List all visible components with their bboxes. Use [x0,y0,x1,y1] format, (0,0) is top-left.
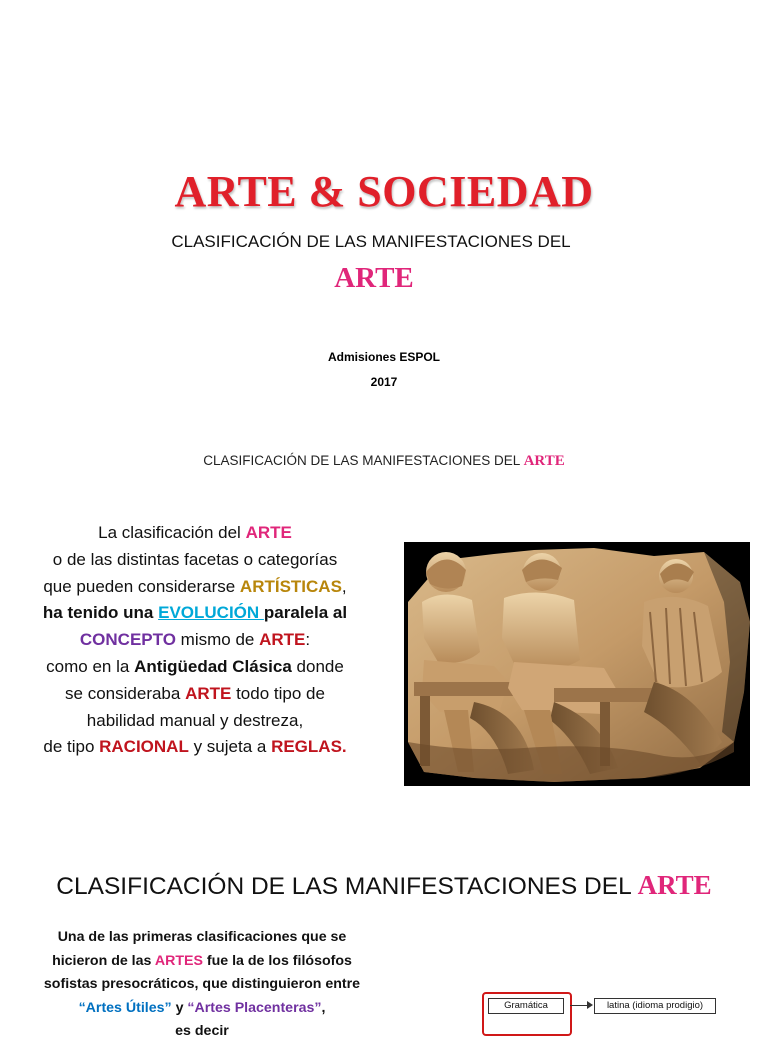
slide2-heading [0,453,768,470]
para-arte: ARTE [185,683,232,703]
diagram-box-latina: latina (idioma prodigio) [594,998,716,1014]
para2-artes-placenteras: “Artes Placenteras” [187,999,322,1016]
para-text: paralela al [263,603,348,623]
main-title: ARTE & SOCIEDAD [174,167,594,216]
classification-paragraph [14,520,376,761]
para-text: , [341,576,347,596]
para-text: donde [291,656,344,676]
sophists-paragraph [6,926,398,1044]
diagram-box-gramatica: Gramática [488,998,564,1014]
para-text: como en la [46,656,135,676]
para-arte: ARTE [245,523,292,542]
para-text: de tipo [43,737,100,757]
para2-text: hicieron de las [52,952,155,969]
slide2-heading-text: CLASIFICACIÓN DE LAS MANIFESTACIONES DEL [203,453,524,468]
para-text: La clasificación del [98,523,246,542]
diagram-arrow-head [587,1001,593,1009]
year: 2017 [370,375,398,389]
organization: Admisiones ESPOL [327,350,441,364]
para2-text: sofistas presocráticos, que distinguieron entre [43,976,361,992]
parthenon-relief-image [404,542,750,786]
para2-artes: ARTES [154,952,203,969]
para-text: se consideraba [65,683,186,703]
slide3-heading [0,870,768,901]
para2-text: es decir [175,1023,229,1039]
para-arte: ARTE [259,630,306,650]
para2-artes-utiles: “Artes Útiles” [78,999,172,1016]
slide2-heading-arte: ARTE [523,453,565,469]
para-racional: RACIONAL [99,737,189,757]
para-artisticas: ARTÍSTICAS [239,576,342,596]
para-text: y sujeta a [188,737,272,757]
para2-text: y [171,999,188,1016]
slide3-heading-text: CLASIFICACIÓN DE LAS MANIFESTACIONES DEL [56,873,638,900]
para-text: habilidad manual y destreza, [86,710,304,730]
para2-text: Una de las primeras clasificaciones que se [57,929,347,945]
para-text: : [305,630,311,650]
para2-text: fue la de los filósofos [202,952,352,969]
para-reglas: REGLAS. [271,737,347,757]
slide3-heading-arte: ARTE [637,870,712,900]
para-text: todo tipo de [231,683,325,703]
para-text: ha tenido una [42,603,159,623]
para-concepto: CONCEPTO [79,630,176,650]
subtitle: CLASIFICACIÓN DE LAS MANIFESTACIONES DEL [171,232,571,251]
para2-text: , [321,999,326,1016]
para-text: o de las distintas facetas o categorías [52,549,338,569]
subtitle-arte: ARTE [334,262,414,294]
evolucion-link[interactable]: EVOLUCIÓN [158,603,264,623]
para-antiguedad: Antigüedad Clásica [134,656,292,676]
para-text: mismo de [175,630,260,650]
para-text: que pueden considerarse [43,576,240,596]
